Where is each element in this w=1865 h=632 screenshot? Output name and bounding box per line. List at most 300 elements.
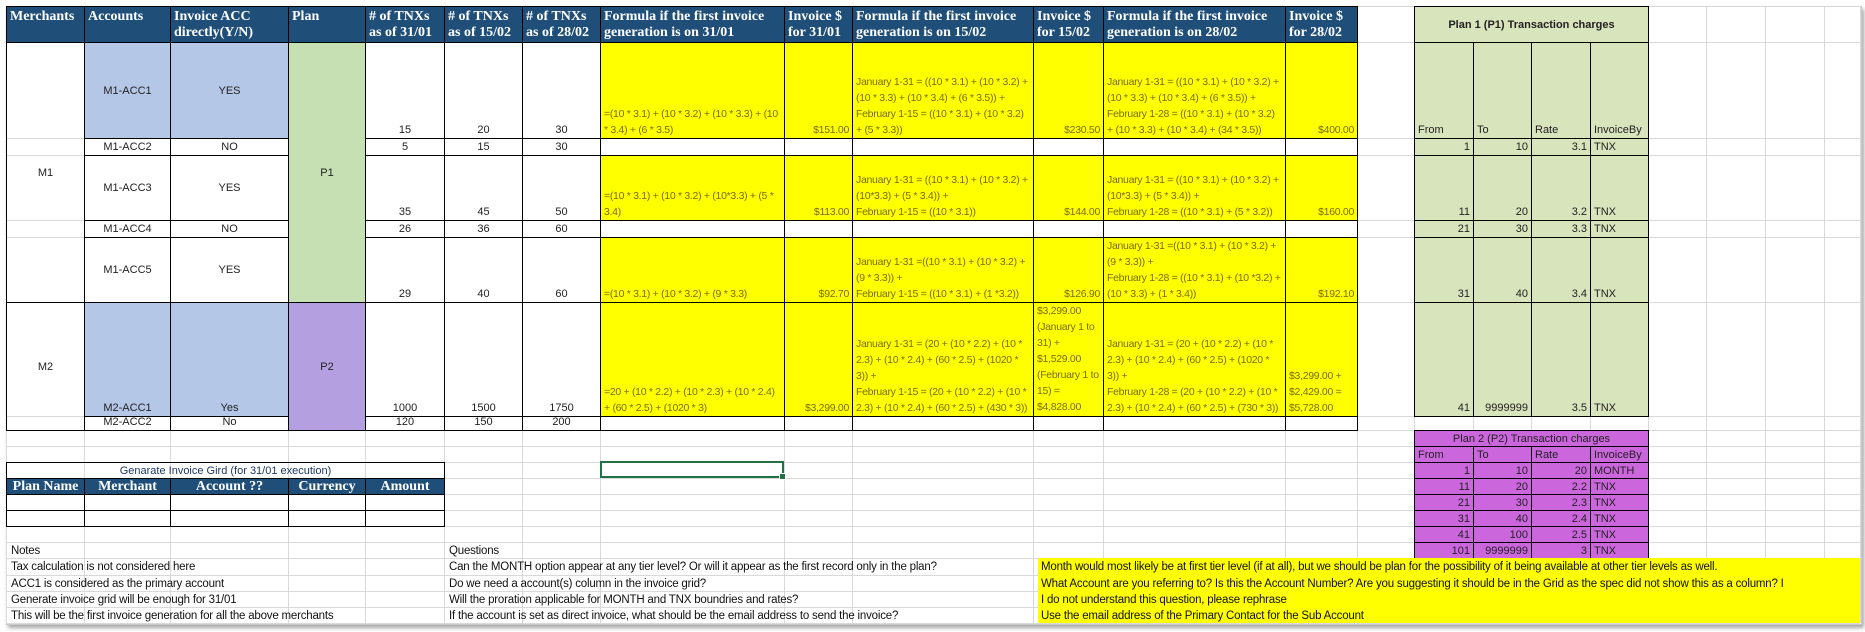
formula-28-02-cell-text: January 1-31 = ((10 * 3.1) + (10 * 3.2) + (10*3.3) + (5 * 3.4)) + February 1-28 = ((10 * 3.1) + (5 * 3.2))	[1107, 174, 1279, 218]
plan2-cell-text: 40	[1515, 512, 1528, 525]
plan1-cell[interactable]	[1531, 155, 1591, 221]
plan1-header[interactable]	[1414, 42, 1474, 139]
plan1-title-text: Plan 1 (P1) Transaction charges	[1448, 18, 1615, 31]
plan1-cell[interactable]	[1473, 220, 1532, 238]
tnx-count-cell[interactable]	[365, 42, 445, 139]
invoice-grid-header[interactable]	[84, 478, 171, 495]
tnx-count-cell-text: 15	[398, 124, 412, 136]
tnx-count-cell-text: 50	[555, 206, 568, 218]
plan2-cell-text: 2.2	[1571, 480, 1587, 493]
question-item-text: Do we need a account(s) column in the invoice grid?	[449, 577, 707, 590]
tnx-count-cell[interactable]	[365, 138, 445, 156]
note-item[interactable]	[8, 575, 441, 592]
invoice-31-01-cell[interactable]	[784, 155, 853, 221]
column-header-text: Formula if the first invoice generation is on 28/02	[1107, 9, 1268, 40]
tnx-count-cell-text: 20	[477, 124, 490, 136]
plan1-cell[interactable]	[1531, 237, 1591, 303]
invoice-direct-cell-text: No	[222, 416, 237, 428]
plan1-cell-text: 40	[1515, 288, 1528, 300]
invoice-15-02-cell-text: $126.90	[1064, 288, 1100, 300]
plan1-cell-text: 31	[1457, 288, 1470, 300]
empty-cell[interactable]	[1285, 220, 1358, 238]
column-header-text: # of TNXs as of 15/02	[448, 9, 511, 40]
formula-31-01-cell[interactable]	[600, 155, 785, 221]
plan2-cell-text: 2.5	[1571, 528, 1587, 541]
question-item[interactable]	[446, 575, 1031, 592]
empty-cell[interactable]	[1285, 138, 1358, 156]
tnx-count-cell[interactable]	[365, 237, 445, 303]
tnx-count-cell[interactable]	[522, 302, 601, 417]
plan1-cell-text: 41	[1457, 402, 1470, 414]
tnx-count-cell[interactable]	[444, 302, 523, 417]
answer-item[interactable]	[1038, 591, 1861, 608]
plan2-header-text: InvoiceBy	[1594, 448, 1642, 461]
tnx-count-cell-text: 120	[395, 416, 415, 428]
tnx-count-cell-text: 15	[477, 141, 490, 153]
empty-cell[interactable]	[784, 220, 853, 238]
invoice-direct-cell[interactable]	[170, 138, 289, 156]
plan-cell-text: P2	[320, 360, 334, 373]
invoice-direct-cell-text: YES	[218, 264, 241, 276]
plan2-cell[interactable]	[1590, 526, 1649, 543]
plan2-title[interactable]	[1414, 430, 1649, 447]
column-header-text: # of TNXs as of 31/01	[369, 9, 432, 40]
plan1-cell[interactable]	[1414, 138, 1474, 156]
plan2-cell[interactable]	[1473, 462, 1532, 479]
note-item[interactable]	[8, 558, 441, 575]
plan1-header-text: Rate	[1535, 124, 1559, 136]
tnx-count-cell[interactable]	[522, 237, 601, 303]
column-header[interactable]	[365, 6, 445, 43]
column-header-text: # of TNXs as of 28/02	[526, 9, 589, 40]
account-cell[interactable]	[84, 42, 171, 139]
tnx-count-cell[interactable]	[522, 42, 601, 139]
invoice-direct-cell[interactable]	[170, 220, 289, 238]
formula-15-02-cell-text: January 1-31 = ((10 * 3.1) + (10 * 3.2) + (10 * 3.3) + (10 * 3.4) + (6 * 3.5)) + February 1-15 = ((10 * 3.1) + (10 * 3.2) + (5 * 3.3))	[856, 76, 1028, 136]
invoice-15-02-cell[interactable]	[1033, 237, 1104, 303]
notes-label[interactable]	[8, 542, 441, 559]
invoice-direct-cell-text: Yes	[220, 402, 239, 414]
question-item-text: If the account is set as direct invoice, what should be the email address to send the invoice?	[449, 609, 899, 622]
plan2-header[interactable]	[1590, 446, 1649, 463]
answer-item-text: Month would most likely be at first tier level (if at all), but we should be plan for the possibility of it being available at other tier levels as well.	[1041, 560, 1718, 573]
invoice-direct-cell-text: YES	[218, 182, 241, 194]
invoice-grid-cell[interactable]	[84, 494, 171, 511]
formula-15-02-cell-text: January 1-31 = (20 + (10 * 2.2) + (10 * 2.3) + (10 * 2.4) + (60 * 2.5) + (1020 * 3)) + February 1-15 = (20 + (10 * 2.2) + (10 * 2.3) + (10 * 2.4) + (60 * 2.5) + (430 * 3))	[856, 338, 1028, 414]
question-item[interactable]	[446, 558, 1031, 575]
plan2-cell[interactable]	[1531, 494, 1591, 511]
account-cell-text: M1-ACC5	[103, 264, 152, 276]
invoice-31-01-cell[interactable]	[784, 42, 853, 139]
gridline	[1860, 6, 1861, 623]
tnx-count-cell[interactable]	[365, 416, 445, 431]
plan2-cell-text: 1	[1463, 464, 1470, 477]
column-header-text: Accounts	[88, 9, 144, 24]
plan2-cell[interactable]	[1414, 510, 1474, 527]
gridline	[1706, 6, 1707, 623]
tnx-count-cell[interactable]	[444, 416, 523, 431]
plan1-cell[interactable]	[1414, 155, 1474, 221]
gridline	[1765, 6, 1766, 623]
invoice-15-02-cell[interactable]	[1033, 42, 1104, 139]
plan2-cell[interactable]	[1590, 494, 1649, 511]
answer-item-text: Use the email address of the Primary Contact for the Sub Account	[1041, 609, 1364, 622]
plan2-cell[interactable]	[1414, 462, 1474, 479]
column-header-text: Invoice $ for 31/01	[788, 9, 843, 40]
plan2-cell[interactable]	[1473, 494, 1532, 511]
formula-15-02-cell-text: January 1-31 =((10 * 3.1) + (10 * 3.2) + (9 * 3.3)) + February 1-15 = ((10 * 3.1) + (1 *3.2))	[856, 256, 1026, 300]
plan2-header[interactable]	[1531, 446, 1591, 463]
plan1-cell-text: 11	[1458, 206, 1470, 218]
plan2-cell-text: 10	[1515, 464, 1528, 477]
account-cell[interactable]	[84, 416, 171, 431]
plan2-header-text: Rate	[1535, 448, 1559, 461]
plan2-cell[interactable]	[1590, 478, 1649, 495]
plan2-cell-text: TNX	[1594, 528, 1616, 541]
plan2-cell[interactable]	[1590, 510, 1649, 527]
invoice-direct-cell-text: NO	[221, 141, 238, 153]
account-cell[interactable]	[84, 302, 171, 417]
formula-28-02-cell[interactable]	[1103, 302, 1286, 417]
column-header-text: Invoice $ for 28/02	[1289, 9, 1344, 40]
empty-cell[interactable]	[1103, 138, 1286, 156]
account-cell[interactable]	[84, 138, 171, 156]
plan1-cell-text: 30	[1515, 223, 1528, 235]
plan1-cell-text: 9999999	[1485, 402, 1528, 414]
empty-cell[interactable]	[600, 416, 785, 431]
invoice-28-02-cell[interactable]	[1285, 42, 1358, 139]
invoice-grid-cell[interactable]	[365, 510, 445, 527]
plan2-header-text: From	[1418, 448, 1444, 461]
answer-item[interactable]	[1038, 575, 1861, 592]
formula-31-01-cell[interactable]	[600, 42, 785, 139]
invoice-grid-header-text: Account ??	[195, 478, 264, 494]
formula-31-01-cell-text: =(10 * 3.1) + (10 * 3.2) + (10*3.3) + (5 * 3.4)	[604, 190, 774, 218]
plan2-cell[interactable]	[1473, 478, 1532, 495]
formula-15-02-cell-text: January 1-31 = ((10 * 3.1) + (10 * 3.2) + (10*3.3) + (5 * 3.4)) + February 1-15 = ((10 * 3.1))	[856, 174, 1028, 218]
tnx-count-cell[interactable]	[444, 237, 523, 303]
tnx-count-cell-text: 36	[477, 223, 490, 235]
plan1-header[interactable]	[1473, 42, 1532, 139]
plan1-cell[interactable]	[1414, 220, 1474, 238]
plan2-cell[interactable]	[1473, 510, 1532, 527]
empty-cell[interactable]	[1033, 416, 1104, 431]
invoice-grid-cell[interactable]	[170, 494, 289, 511]
empty-cell[interactable]	[784, 416, 853, 431]
account-cell-text: M1-ACC3	[103, 182, 152, 194]
plan1-cell-text: 3.3	[1571, 223, 1587, 235]
plan1-cell[interactable]	[1414, 302, 1474, 417]
question-item[interactable]	[446, 591, 1031, 608]
tnx-count-cell-text: 45	[477, 206, 490, 218]
merchant-cell[interactable]	[6, 302, 85, 431]
plan1-cell-text: TNX	[1594, 141, 1616, 153]
plan2-cell-text: 30	[1515, 496, 1528, 509]
invoice-31-01-cell-text: $92.70	[818, 288, 849, 300]
formula-31-01-cell[interactable]	[600, 302, 785, 417]
plan2-cell-text: 3	[1580, 544, 1587, 557]
plan2-cell-text: 2.3	[1571, 496, 1587, 509]
plan2-cell[interactable]	[1531, 542, 1591, 559]
invoice-28-02-cell-text: $400.00	[1318, 124, 1354, 136]
note-item-text: Tax calculation is not considered here	[11, 560, 196, 573]
formula-28-02-cell-text: January 1-31 =((10 * 3.1) + (10 * 3.2) + (9 * 3.3)) + February 1-28 = ((10 * 3.1) + (10 *3.2) + (10 * 3.3) + (1 * 3.4))	[1107, 240, 1281, 300]
answer-item[interactable]	[1038, 607, 1861, 624]
column-header[interactable]	[288, 6, 366, 43]
empty-cell[interactable]	[1285, 416, 1358, 431]
invoice-direct-cell[interactable]	[170, 416, 289, 431]
plan1-title[interactable]	[1414, 6, 1649, 43]
plan2-cell[interactable]	[1531, 510, 1591, 527]
column-header-text: Formula if the first invoice generation is on 31/01	[604, 9, 765, 40]
tnx-count-cell[interactable]	[365, 220, 445, 238]
plan2-cell[interactable]	[1590, 462, 1649, 479]
invoice-28-02-cell[interactable]	[1285, 302, 1358, 417]
plan2-cell-text: TNX	[1594, 544, 1616, 557]
invoice-direct-cell[interactable]	[170, 155, 289, 221]
plan1-header-text: From	[1418, 124, 1444, 136]
invoice-grid-cell[interactable]	[288, 510, 366, 527]
invoice-direct-cell[interactable]	[170, 42, 289, 139]
account-cell-text: M2-ACC1	[103, 402, 152, 414]
tnx-count-cell-text: 60	[555, 223, 568, 235]
column-header[interactable]	[600, 6, 785, 43]
tnx-count-cell[interactable]	[444, 155, 523, 221]
invoice-15-02-cell[interactable]	[1033, 302, 1104, 417]
plan2-cell-text: MONTH	[1594, 464, 1635, 477]
plan2-cell-text: 9999999	[1485, 544, 1528, 557]
tnx-count-cell[interactable]	[444, 220, 523, 238]
empty-cell[interactable]	[784, 138, 853, 156]
account-cell-text: M1-ACC2	[103, 141, 152, 153]
plan1-cell-text: TNX	[1594, 288, 1616, 300]
invoice-31-01-cell-text: $3,299.00	[804, 402, 849, 414]
invoice-grid-title[interactable]	[6, 462, 445, 479]
questions-label-text: Questions	[449, 544, 499, 557]
plan1-cell[interactable]	[1473, 237, 1532, 303]
note-item-text: Generate invoice grid will be enough for 31/01	[11, 593, 237, 606]
plan2-cell[interactable]	[1414, 542, 1474, 559]
formula-15-02-cell[interactable]	[852, 42, 1034, 139]
column-header[interactable]	[1033, 6, 1104, 43]
account-cell-text: M2-ACC2	[103, 416, 152, 428]
invoice-28-02-cell-text: $3,299.00 + $2,429.00 = $5,728.00	[1289, 370, 1342, 414]
plan1-cell[interactable]	[1590, 302, 1649, 417]
tnx-count-cell-text: 1750	[549, 402, 574, 414]
questions-label[interactable]	[446, 542, 901, 559]
invoice-grid-header[interactable]	[6, 478, 85, 495]
plan2-cell[interactable]	[1473, 542, 1532, 559]
invoice-28-02-cell[interactable]	[1285, 237, 1358, 303]
invoice-grid-cell[interactable]	[288, 494, 366, 511]
account-cell[interactable]	[84, 155, 171, 221]
invoice-direct-cell[interactable]	[170, 302, 289, 417]
note-item[interactable]	[8, 607, 441, 624]
tnx-count-cell-text: 1500	[471, 402, 496, 414]
tnx-count-cell-text: 35	[398, 206, 412, 218]
plan1-cell-text: 3.2	[1571, 206, 1587, 218]
invoice-grid-header[interactable]	[365, 478, 445, 495]
plan1-cell-text: 10	[1515, 141, 1528, 153]
question-item-text: Will the proration applicable for MONTH and TNX boundries and rates?	[449, 593, 799, 606]
merchant-cell-text: M1	[37, 166, 54, 179]
tnx-count-cell[interactable]	[522, 155, 601, 221]
invoice-direct-cell-text: NO	[221, 223, 238, 235]
question-item[interactable]	[446, 607, 1031, 624]
plan2-cell[interactable]	[1531, 462, 1591, 479]
column-header[interactable]	[444, 6, 523, 43]
account-cell[interactable]	[84, 220, 171, 238]
note-item[interactable]	[8, 591, 441, 608]
invoice-grid-cell[interactable]	[6, 510, 85, 527]
plan2-cell[interactable]	[1473, 526, 1532, 543]
invoice-31-01-cell[interactable]	[784, 302, 853, 417]
empty-cell[interactable]	[852, 416, 1034, 431]
invoice-grid-cell[interactable]	[170, 510, 289, 527]
plan1-header[interactable]	[1531, 42, 1591, 139]
plan1-cell-text: TNX	[1594, 402, 1616, 414]
plan1-cell[interactable]	[1531, 220, 1591, 238]
formula-31-01-cell-text: =20 + (10 * 2.2) + (10 * 2.3) + (10 * 2.4) + (60 * 2.5) + (1020 * 3)	[604, 386, 775, 414]
account-cell[interactable]	[84, 237, 171, 303]
column-header[interactable]	[522, 6, 601, 43]
plan1-cell[interactable]	[1531, 138, 1591, 156]
column-header[interactable]	[84, 6, 171, 43]
column-header[interactable]	[784, 6, 853, 43]
plan2-cell-text: 20	[1515, 480, 1528, 493]
plan-cell-text: P1	[320, 166, 334, 179]
empty-cell[interactable]	[1033, 138, 1104, 156]
plan2-header-text: To	[1477, 448, 1489, 461]
plan-cell[interactable]	[288, 302, 366, 431]
column-header[interactable]	[170, 6, 289, 43]
formula-15-02-cell[interactable]	[852, 237, 1034, 303]
tnx-count-cell-text: 200	[552, 416, 571, 428]
tnx-count-cell[interactable]	[365, 302, 445, 417]
plan1-cell[interactable]	[1531, 302, 1591, 417]
plan2-cell[interactable]	[1414, 494, 1474, 511]
empty-cell[interactable]	[600, 138, 785, 156]
invoice-28-02-cell[interactable]	[1285, 155, 1358, 221]
invoice-grid-header-text: Currency	[298, 478, 356, 494]
plan2-cell-text: 41	[1457, 528, 1470, 541]
plan2-cell-text: TNX	[1594, 480, 1616, 493]
plan1-cell-text: TNX	[1594, 206, 1616, 218]
plan2-cell[interactable]	[1531, 526, 1591, 543]
invoice-grid-header[interactable]	[170, 478, 289, 495]
invoice-direct-cell-text: YES	[218, 84, 241, 97]
fill-handle[interactable]	[779, 473, 786, 480]
plan2-header[interactable]	[1473, 446, 1532, 463]
tnx-count-cell[interactable]	[522, 416, 601, 431]
plan-cell[interactable]	[288, 42, 366, 303]
note-item-text: This will be the first invoice generation for all the above merchants	[11, 609, 334, 622]
invoice-31-01-cell-text: $151.00	[813, 124, 849, 136]
plan1-cell-text: TNX	[1594, 223, 1616, 235]
answer-item-text: I do not understand this question, please rephrase	[1041, 593, 1287, 606]
invoice-grid-cell[interactable]	[84, 510, 171, 527]
formula-28-02-cell-text: January 1-31 = ((10 * 3.1) + (10 * 3.2) + (10 * 3.3) + (10 * 3.4) + (6 * 3.5)) + February 1-28 = ((10 * 3.1) + (10 * 3.2) + (10 * 3.3) + (10 * 3.4) + (34 * 3.5))	[1107, 76, 1279, 136]
selected-cell[interactable]	[600, 461, 784, 478]
plan1-cell-text: 3.5	[1571, 402, 1587, 414]
formula-28-02-cell[interactable]	[1103, 237, 1286, 303]
formula-31-01-cell[interactable]	[600, 237, 785, 303]
invoice-grid-header[interactable]	[288, 478, 366, 495]
plan1-cell[interactable]	[1473, 155, 1532, 221]
formula-15-02-cell[interactable]	[852, 155, 1034, 221]
plan2-header[interactable]	[1414, 446, 1474, 463]
tnx-count-cell[interactable]	[522, 220, 601, 238]
plan1-cell[interactable]	[1590, 155, 1649, 221]
column-header[interactable]	[1285, 6, 1358, 43]
column-header[interactable]	[6, 6, 85, 43]
plan2-cell[interactable]	[1531, 478, 1591, 495]
tnx-count-cell-text: 29	[398, 288, 412, 300]
invoice-direct-cell[interactable]	[170, 237, 289, 303]
invoice-grid-title-text: Genarate Invoice Gird (for 31/01 execution)	[119, 464, 332, 477]
plan1-cell[interactable]	[1590, 138, 1649, 156]
account-cell-text: M1-ACC1	[103, 84, 152, 97]
invoice-31-01-cell-text: $113.00	[813, 206, 849, 218]
plan2-cell-text: 20	[1574, 464, 1587, 477]
plan2-cell-text: 100	[1509, 528, 1528, 541]
invoice-15-02-cell[interactable]	[1033, 155, 1104, 221]
plan2-cell[interactable]	[1414, 478, 1474, 495]
invoice-grid-header-text: Plan Name	[12, 478, 79, 494]
column-header-text: Invoice $ for 15/02	[1037, 9, 1092, 40]
plan2-title-text: Plan 2 (P2) Transaction charges	[1452, 432, 1611, 445]
empty-cell[interactable]	[1103, 416, 1286, 431]
column-header[interactable]	[852, 6, 1034, 43]
tnx-count-cell[interactable]	[444, 138, 523, 156]
tnx-count-cell[interactable]	[444, 42, 523, 139]
empty-cell[interactable]	[600, 220, 785, 238]
empty-cell[interactable]	[852, 138, 1034, 156]
plan1-header[interactable]	[1590, 42, 1649, 139]
plan1-cell-text: 3.4	[1571, 288, 1587, 300]
invoice-15-02-cell-text: $144.00	[1064, 206, 1100, 218]
plan2-cell[interactable]	[1590, 542, 1649, 559]
invoice-grid-cell[interactable]	[6, 494, 85, 511]
tnx-count-cell[interactable]	[365, 155, 445, 221]
plan1-header-text: To	[1477, 124, 1489, 136]
empty-cell[interactable]	[1103, 220, 1286, 238]
tnx-count-cell[interactable]	[522, 138, 601, 156]
plan2-cell-text: TNX	[1594, 496, 1616, 509]
empty-cell[interactable]	[1033, 220, 1104, 238]
plan1-cell[interactable]	[1473, 138, 1532, 156]
invoice-15-02-cell-text: $3,299.00 (January 1 to 31) + $1,529.00 (February 1 to 15) = $4,828.00	[1037, 305, 1099, 413]
formula-28-02-cell[interactable]	[1103, 155, 1286, 221]
merchant-cell[interactable]	[6, 42, 85, 303]
invoice-31-01-cell[interactable]	[784, 237, 853, 303]
plan1-cell[interactable]	[1590, 237, 1649, 303]
formula-15-02-cell[interactable]	[852, 302, 1034, 417]
invoice-grid-cell[interactable]	[365, 494, 445, 511]
column-header[interactable]	[1103, 6, 1286, 43]
plan1-cell[interactable]	[1590, 220, 1649, 238]
answer-item[interactable]	[1038, 558, 1861, 575]
plan1-cell[interactable]	[1414, 237, 1474, 303]
plan2-cell[interactable]	[1414, 526, 1474, 543]
tnx-count-cell-text: 30	[555, 124, 568, 136]
plan1-cell[interactable]	[1473, 302, 1532, 417]
column-header-text: Invoice ACC directly(Y/N)	[174, 9, 254, 40]
formula-28-02-cell[interactable]	[1103, 42, 1286, 139]
notes-label-text: Notes	[11, 544, 41, 557]
tnx-count-cell-text: 40	[477, 288, 490, 300]
empty-cell[interactable]	[852, 220, 1034, 238]
